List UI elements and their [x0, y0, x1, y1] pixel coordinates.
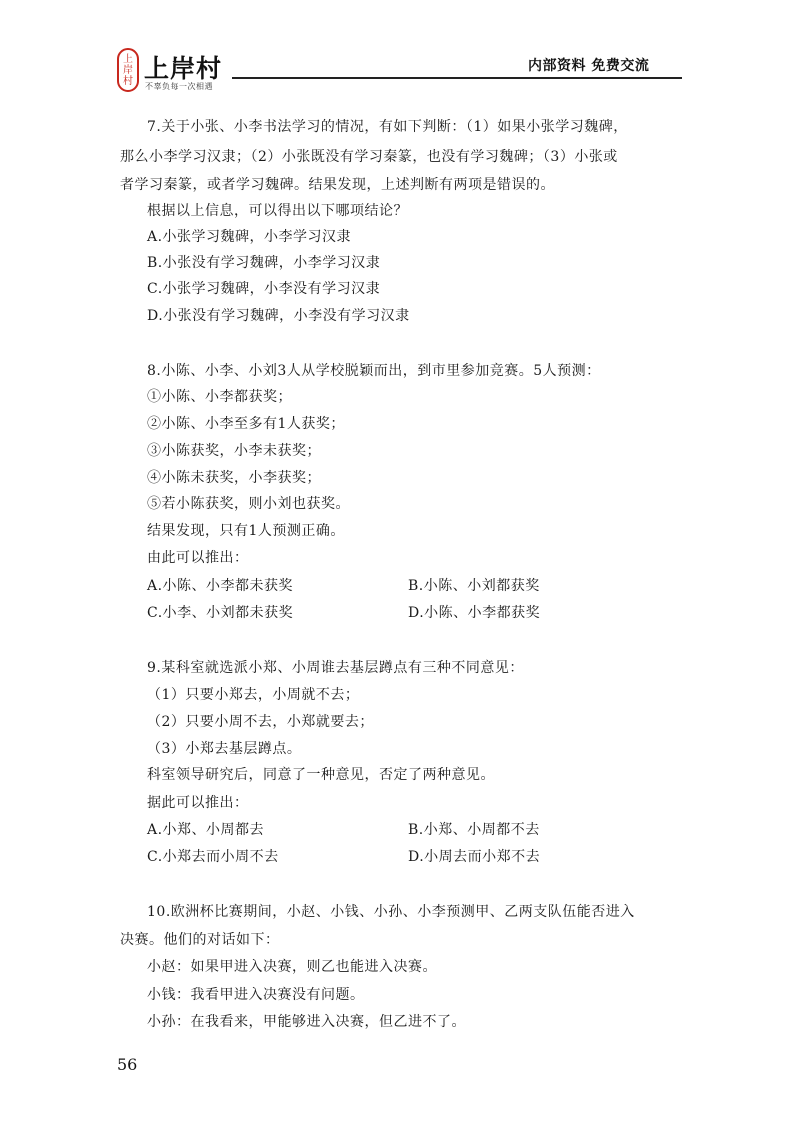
seal-char: 岸 [123, 64, 133, 76]
brand-slogan: 不辜负每一次相遇 [145, 82, 213, 91]
logo-seal [117, 48, 139, 92]
q9-option-d: D.小周去而小郑不去 [408, 849, 541, 865]
q8-question: 由此可以推出： [147, 550, 249, 566]
q10-dialog-line: 小赵：如果甲进入决赛，则乙也能进入决赛。 [147, 959, 437, 975]
q9-opinion: （3）小郑去基层蹲点。 [147, 741, 302, 757]
q7-option-a: A.小张学习魏碑，小李学习汉隶 [147, 229, 352, 245]
q8-result: 结果发现，只有1人预测正确。 [147, 523, 345, 539]
q10-stem-line: 决赛。他们的对话如下： [120, 932, 280, 948]
q9-option-b: B.小郑、小周都不去 [408, 822, 540, 838]
q8-option-c: C.小李、小刘都未获奖 [147, 605, 294, 621]
q8-option-a: A.小陈、小李都未获奖 [147, 578, 294, 594]
q8-prediction: ③小陈获奖，小李未获奖； [147, 443, 321, 459]
brand-name: 上岸村 [144, 54, 223, 83]
header-rule [232, 77, 682, 79]
q9-result: 科室领导研究后，同意了一种意见，否定了两种意见。 [147, 767, 495, 783]
q7-option-c: C.小张学习魏碑，小李没有学习汉隶 [147, 281, 381, 297]
header-note: 内部资料 免费交流 [528, 58, 650, 74]
q9-stem: 9.某科室就选派小郑、小周谁去基层蹲点有三种不同意见： [147, 660, 524, 676]
q10-dialog-line: 小钱：我看甲进入决赛没有问题。 [147, 987, 365, 1003]
q8-option-b: B.小陈、小刘都获奖 [408, 578, 540, 594]
q10-stem-line: 10.欧洲杯比赛期间，小赵、小钱、小孙、小李预测甲、乙两支队伍能否进入 [147, 904, 635, 920]
q8-prediction: ①小陈、小李都获奖； [147, 389, 292, 405]
seal-char: 上 [123, 53, 133, 65]
q7-stem-line: 7.关于小张、小李书法学习的情况，有如下判断：（1）如果小张学习魏碑， [147, 119, 628, 135]
q9-question: 据此可以推出： [147, 795, 249, 811]
q7-option-d: D.小张没有学习魏碑，小李没有学习汉隶 [147, 308, 410, 324]
q9-opinion: （2）只要小周不去，小郑就要去； [147, 714, 374, 730]
seal-char: 村 [123, 75, 133, 87]
q8-prediction: ⑤若小陈获奖，则小刘也获奖。 [147, 496, 350, 512]
page-number: 56 [117, 1055, 138, 1074]
q7-option-b: B.小张没有学习魏碑，小李学习汉隶 [147, 255, 381, 271]
q10-dialog-line: 小孙：在我看来，甲能够进入决赛，但乙进不了。 [147, 1014, 466, 1030]
q7-question: 根据以上信息，可以得出以下哪项结论？ [147, 203, 408, 219]
q8-stem: 8.小陈、小李、小刘3人从学校脱颖而出，到市里参加竞赛。5人预测： [147, 363, 601, 379]
q8-option-d: D.小陈、小李都获奖 [408, 605, 541, 621]
q9-opinion: （1）只要小郑去，小周就不去； [147, 687, 360, 703]
q7-stem-line: 者学习秦篆，或者学习魏碑。结果发现，上述判断有两项是错误的。 [120, 177, 555, 193]
q7-stem-line: 那么小李学习汉隶；（2）小张既没有学习秦篆，也没有学习魏碑；（3）小张或 [120, 149, 618, 165]
q8-prediction: ④小陈未获奖，小李获奖； [147, 470, 321, 486]
q8-prediction: ②小陈、小李至多有1人获奖； [147, 416, 345, 432]
q9-option-a: A.小郑、小周都去 [147, 822, 265, 838]
q9-option-c: C.小郑去而小周不去 [147, 849, 279, 865]
page-header [0, 0, 800, 100]
